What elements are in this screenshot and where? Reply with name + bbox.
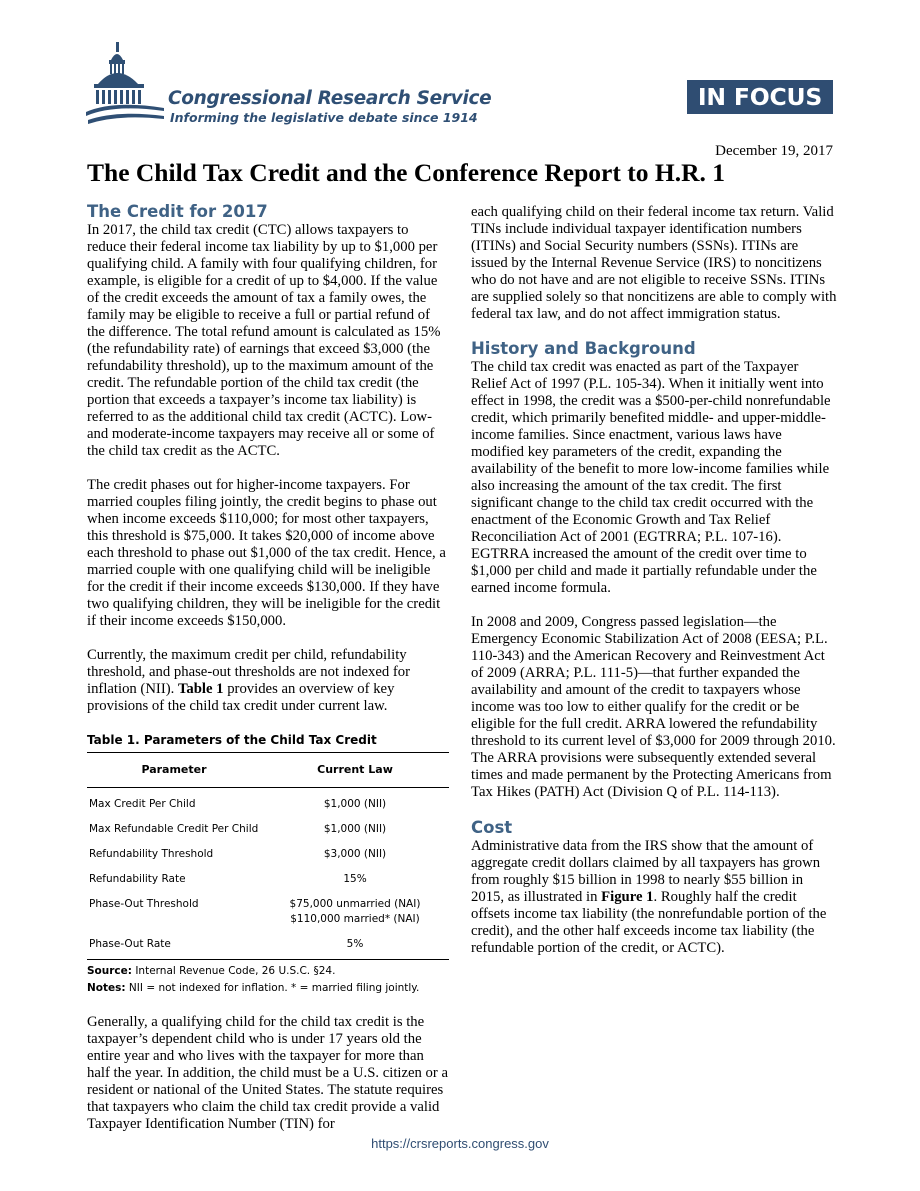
table-1 (87, 732, 449, 997)
table-cell-line: $75,000 unmarried (NAI) (289, 898, 421, 910)
table-header-row (87, 753, 449, 788)
source-label: Source: (87, 965, 132, 977)
figure-reference-link: Figure 1 (601, 889, 654, 905)
paragraph: In 2017, the child tax credit (CTC) allows taxpayers to reduce their federal income tax liability by up to $1,000 per qualifying child. A family with four qualifying children, for example, is eligible for a credit of up to $4,000. If the value of the credit exceeds the amount of tax a family owes, the family may be eligible to receive a full or partial refund of the difference. The total refund amount is calculated as 15% (the refundability rate) of earnings that exceed $3,000 (the refundability threshold), up to the maximum amount of the credit. The refundable portion of the child tax credit (the portion that exceeds a taxpayer’s income tax liability) is referred to as the additional child tax credit (ACTC). Low- and moderate-income taxpayers may receive all or some of the child tax credit as the ACTC. (87, 222, 441, 459)
text-run: Currently, the maximum credit per child, refundability threshold, and phase-out thresholds are not indexed for inflation (NII). (87, 647, 411, 697)
org-tagline: Informing the legislative debate since 1914 (170, 110, 478, 125)
text-run: . Roughly half the credit offsets income tax liability (the nonrefundable portion of the credit), and the other half exceeds income tax liability (the refundable portion of the credit, or ACTC). (471, 889, 827, 956)
table-cell: $1,000 (NII) (323, 798, 387, 810)
paragraph: The child tax credit was enacted as part of the Taxpayer Relief Act of 1997 (P.L. 105-34). When it initially went into effect in 1998, the credit was a $500-per-child nonrefundable credit, which primarily benefited middle- and upper-middle-income families. Since enactment, various laws have modified key parameters of the credit, expanding the availability of the benefit to more low-income families while also increasing the amount of the tax credit. The first significant change to the child tax credit occurred with the enactment of the Economic Growth and Tax Relief Reconciliation Act of 2001 (EGTRRA; P.L. 107-16). EGTRRA increased the amount of the credit over time to $1,000 per child and made it partially refundable under the earned income formula. (471, 359, 831, 596)
paragraph: each qualifying child on their federal income tax return. Valid TINs include individual taxpayer identification numbers (ITINs) and Social Security numbers (SSNs). ITINs are issued by the Internal Revenue Service (IRS) to noncitizens who do not have and are not eligible to receive SSNs. ITINs are supplied solely so that noncitizens are able to comply with federal tax law, and do not affect immigration status. (471, 204, 837, 322)
org-name: Congressional Research Service (168, 88, 492, 109)
table-cell: Refundability Rate (89, 873, 186, 885)
table-row (87, 817, 449, 842)
right-column (471, 202, 837, 957)
table-row (87, 867, 449, 892)
section-heading-history: History and Background (471, 339, 696, 358)
page-title: The Child Tax Credit and the Conference Report to H.R. 1 (87, 158, 725, 187)
table-cell: $3,000 (NII) (323, 848, 387, 860)
table-cell: 15% (343, 873, 367, 885)
table-cell-line: $110,000 married* (NAI) (290, 913, 420, 925)
table-cell (261, 892, 449, 932)
text-run: provides an overview of key provisions of the child tax credit under current law. (87, 681, 395, 714)
table-title: Table 1. Parameters of the Child Tax Credit (87, 733, 377, 747)
table-cell: Phase-Out Threshold (89, 898, 199, 910)
table-row (87, 842, 449, 867)
table-cell: Max Credit Per Child (89, 798, 196, 810)
table-cell: 5% (261, 932, 449, 960)
text-run: Administrative data from the IRS show that the amount of aggregate credit dollars claimed by all taxpayers has grown from roughly $15 billion in 1998 to nearly $55 billion in 2015, as illustrated in (471, 838, 821, 905)
paragraph (471, 838, 837, 957)
paragraph (87, 647, 449, 715)
parameters-table (87, 752, 449, 960)
paragraph: Generally, a qualifying child for the child tax credit is the taxpayer’s dependent child who is under 17 years old the entire year and who lives with the taxpayer for more than half the year. In addition, the child must be a U.S. citizen or a resident or national of the United States. The statute requires that taxpayers who claim the child tax credit provide a valid Taxpayer Identification Number (TIN) for (87, 1014, 448, 1132)
paragraph: The credit phases out for higher-income taxpayers. For married couples filing jointly, the credit begins to phase out when income exceeds $110,000; for most other taxpayers, this threshold is $75,000. It takes $20,000 of income above each threshold to phase out $1,000 of the tax credit. Hence, a married couple with one qualifying child will be ineligible for the credit if their income exceeds $130,000. If they have two qualifying children, they will be ineligible for the credit if their income exceeds $150,000. (87, 477, 446, 629)
table-row (87, 932, 449, 960)
column-header-parameter: Parameter (87, 753, 261, 788)
column-header-current-law: Current Law (261, 753, 449, 788)
left-column (87, 202, 449, 1133)
section-heading-credit-2017: The Credit for 2017 (87, 202, 268, 221)
table-notes (87, 980, 449, 997)
table-cell: Phase-Out Rate (87, 932, 261, 960)
table-cell: Max Refundable Credit Per Child (89, 823, 259, 835)
capitol-dome-logo (84, 40, 166, 132)
notes-text: NII = not indexed for inflation. * = married filing jointly. (125, 982, 420, 994)
table-source (87, 963, 449, 980)
table-cell: Refundability Threshold (89, 848, 214, 860)
source-text: Internal Revenue Code, 26 U.S.C. §24. (131, 965, 336, 977)
publication-date: December 19, 2017 (715, 143, 833, 159)
section-heading-cost: Cost (471, 818, 513, 837)
notes-label: Notes: (87, 982, 126, 994)
table-row (87, 788, 449, 818)
table-cell: $1,000 (NII) (323, 823, 387, 835)
table-reference-link: Table 1 (177, 681, 224, 697)
in-focus-badge: IN FOCUS (687, 80, 833, 114)
paragraph: In 2008 and 2009, Congress passed legislation—the Emergency Economic Stabilization Act of 2008 (EESA; P.L. 110-343) and the American Recovery and Reinvestment Act of 2009 (ARRA; P.L. 111-5)—that further expanded the availability and amount of the credit to taxpayers whose income was too low to either qualify for the credit or be eligible for the full credit. ARRA lowered the refundability threshold to its current level of $3,000 for 2009 through 2010. The ARRA provisions were subsequently extended several times and made permanent by the Protecting Americans from Tax Hikes (PATH) Act (Division Q of P.L. 114-113). (471, 614, 836, 800)
footer-url[interactable]: https://crsreports.congress.gov (371, 1136, 549, 1151)
table-row (87, 892, 449, 932)
